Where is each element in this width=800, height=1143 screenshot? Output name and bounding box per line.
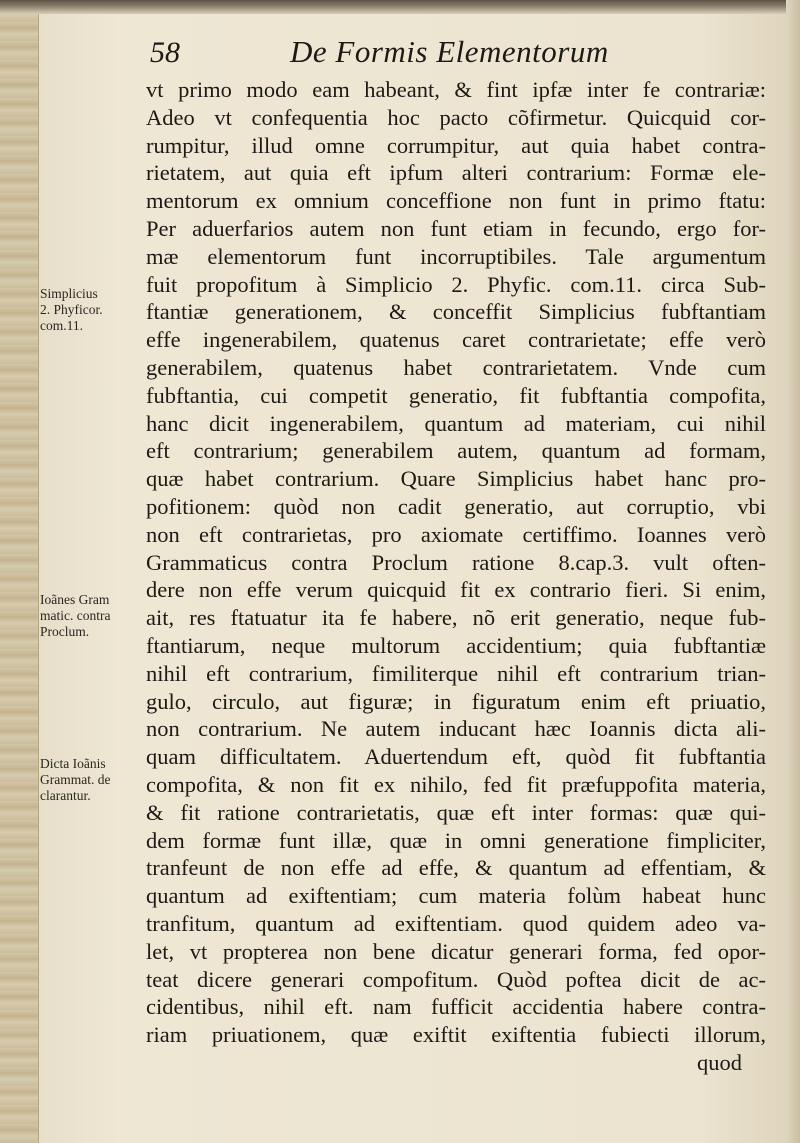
- text-line: non eft contrarietas, pro axiomate certiffimo. Ioannes verò: [146, 521, 766, 547]
- marginal-note-line: Simplicius: [40, 286, 98, 301]
- body-text: [146, 76, 766, 1077]
- text-line: rietatem, aut quia eft ipfum alteri contrarium: Formæ ele-: [146, 160, 766, 186]
- marginal-note-line: clarantur.: [40, 788, 91, 803]
- marginal-note-line: matic. contra: [40, 608, 111, 623]
- text-line: quantum ad exiftentiam; cum materia folùm habeat hunc: [146, 883, 766, 909]
- text-line: Adeo vt confequentia hoc pacto cõfirmetur. Quicquid cor-: [146, 104, 766, 130]
- text-line: effe ingenerabilem, quatenus caret contrarietate; effe verò: [146, 327, 766, 353]
- text-line: ait, res ftatuatur ita fe habere, nõ erit generatio, neque fub-: [146, 605, 766, 631]
- marginal-note-ioannes: [40, 592, 140, 640]
- marginal-note-line: Dicta Ioãnis: [40, 756, 106, 771]
- text-line: tranfitum, quantum ad exiftentiam. quod quidem adeo va-: [146, 910, 766, 936]
- text-line: fubftantia, cui competit generatio, fit fubftantia compofita,: [146, 382, 766, 408]
- text-line: quam difficultatem. Aduertendum eft, quòd fit fubftantia: [146, 744, 766, 770]
- text-line: mæ elementorum funt incorruptibiles. Tale argumentum: [146, 243, 766, 269]
- text-line: quæ habet contrarium. Quare Simplicius habet hanc pro-: [146, 466, 766, 492]
- catchword: quod: [697, 1049, 742, 1075]
- text-line: pofitionem: quòd non cadit generatio, aut corruptio, vbi: [146, 493, 766, 519]
- running-title: De Formis Elementorum: [290, 34, 609, 69]
- text-line: rumpitur, illud omne corrumpitur, aut quia habet contra-: [146, 132, 766, 158]
- text-line: generabilem, quatenus habet contrarietatem. Vnde cum: [146, 354, 766, 380]
- page-header: [140, 30, 760, 78]
- text-line: let, vt propterea non bene dicatur generari forma, fed opor-: [146, 938, 766, 964]
- text-line: ftantiæ generationem, & conceffit Simplicius fubftantiam: [146, 299, 766, 325]
- text-line: hanc dicit ingenerabilem, quantum ad materiam, cui nihil: [146, 410, 766, 436]
- text-line: teat dicere generari compofitum. Quòd poftea dicit de ac-: [146, 966, 766, 992]
- page-number: 58: [150, 36, 180, 69]
- text-line: nihil eft contrarium, fimiliterque nihil eft contrarium trian-: [146, 660, 766, 686]
- text-line: riam priuationem, quæ exiftit exiftentia fubiecti illorum,: [146, 1022, 766, 1048]
- text-line: ftantiarum, neque multorum accidentium; quia fubftantiæ: [146, 632, 766, 658]
- text-line: tranfeunt de non effe ad effe, & quantum ad effentiam, &: [146, 855, 766, 881]
- marginal-note-line: com.11.: [40, 318, 83, 333]
- text-line: compofita, & non fit ex nihilo, fed fit præfuppofita materia,: [146, 771, 766, 797]
- marginal-note-dicta: [40, 756, 140, 804]
- text-line: non contrarium. Ne autem inducant hæc Ioannis dicta ali-: [146, 716, 766, 742]
- text-line: Grammaticus contra Proclum ratione 8.cap.3. vult often-: [146, 549, 766, 575]
- marginal-note-line: Ioãnes Gram: [40, 592, 110, 607]
- marginal-note-line: Proclum.: [40, 624, 90, 639]
- text-line: vt primo modo eam habeant, & fint ipfæ inter fe contrariæ:: [146, 77, 766, 102]
- marginal-note-line: 2. Phyficor.: [40, 302, 103, 317]
- text-line: Per aduerfarios autem non funt etiam in fecundo, ergo for-: [146, 215, 766, 241]
- marginal-note-line: Grammat. de: [40, 772, 111, 787]
- text-line: cidentibus, nihil eft. nam fufficit accidentia habere contra-: [146, 994, 766, 1020]
- book-binding-edge: [0, 0, 39, 1143]
- text-line: & fit ratione contrarietatis, quæ eft inter formas: quæ qui-: [146, 799, 766, 825]
- marginal-note-simplicius: [40, 286, 140, 334]
- text-line: dem formæ funt illæ, quæ in omni generatione fimpliciter,: [146, 827, 766, 853]
- text-line: gulo, circulo, aut figuræ; in figuratum enim eft priuatio,: [146, 688, 766, 714]
- text-line: eft contrarium; generabilem autem, quantum ad formam,: [146, 438, 766, 464]
- page-top-shadow: [0, 0, 800, 14]
- page-right-edge: [786, 0, 800, 1143]
- text-line: fuit propofitum à Simplicio 2. Phyfic. com.11. circa Sub-: [146, 271, 766, 297]
- text-line: dere non effe verum quicquid fit ex contrario fieri. Si enim,: [146, 577, 766, 603]
- text-line: mentorum ex omnium conceffione non funt in primo ftatu:: [146, 188, 766, 214]
